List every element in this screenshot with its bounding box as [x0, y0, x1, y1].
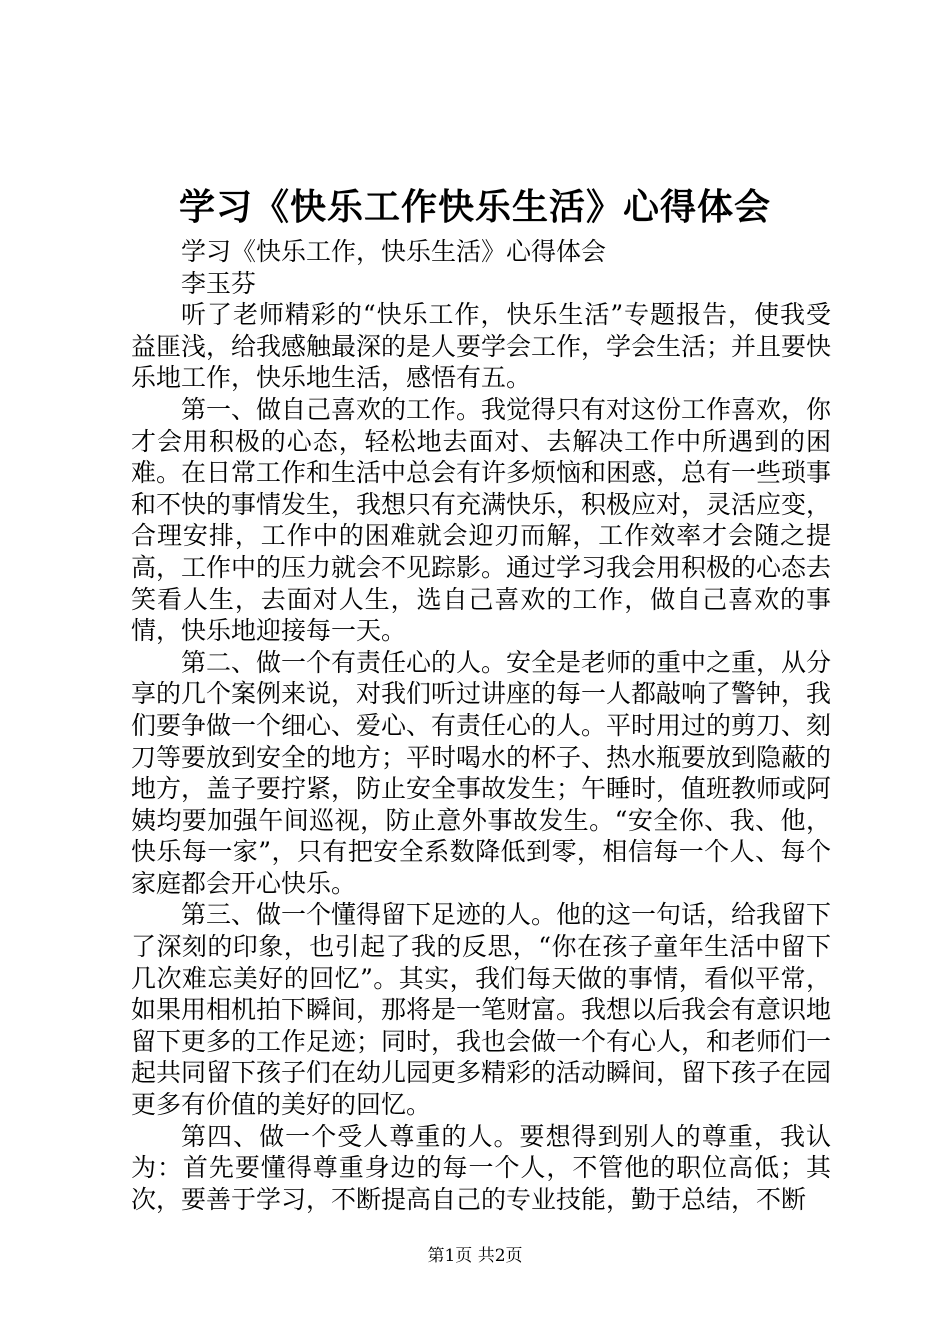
author-line: 李玉芬: [181, 268, 257, 298]
subtitle-line: 学习《快乐工作，快乐生活》心得体会: [181, 237, 607, 266]
body-paragraph-fourth: 第四、做一个受人尊重的人。要想得到别人的尊重，我认为：首先要懂得尊重身边的每一个人，不管他的职位高低；其次，要善于学习，不断提高自己的专业技能，勤于总结，不断: [131, 1121, 831, 1214]
body-paragraph-third: 第三、做一个懂得留下足迹的人。他的这一句话，给我留下了深刻的印象，也引起了我的反思，“你在孩子童年生活中留下几次难忘美好的回忆”。其实，我们每天做的事情，看似平常，如果用相机拍下瞬间，那将是一笔财富。我想以后我会有意识地留下更多的工作足迹；同时，我也会做一个有心人，和老师们一起共同留下孩子们在幼儿园更多精彩的活动瞬间，留下孩子在园更多有价值的美好的回忆。: [131, 900, 832, 1120]
page-footer: 第1页 共2页: [427, 1246, 523, 1266]
document-body: [131, 236, 831, 1215]
body-paragraph-second: 第二、做一个有责任心的人。安全是老师的重中之重，从分享的几个案例来说，对我们听过讲座的每一人都敲响了警钟，我们要争做一个细心、爱心、有责任心的人。平时用过的剪刀、刻刀等要放到安全的地方；平时喝水的杯子、热水瓶要放到隐蔽的地方，盖子要拧紧，防止安全事故发生；午睡时，值班教师或阿姨均要加强午间巡视，防止意外事故发生。“安全你、我、他，快乐每一家”，只有把安全系数降低到零，相信每一个人、每个家庭都会开心快乐。: [131, 647, 832, 898]
body-paragraph-first: 第一、做自己喜欢的工作。我觉得只有对这份工作喜欢，你才会用积极的心态，轻松地去面对、去解决工作中所遇到的困难。在日常工作和生活中总会有许多烦恼和困惑，总有一些琐事和不快的事情发生，我想只有充满快乐，积极应对，灵活应变，合理安排，工作中的困难就会迎刃而解，工作效率才会随之提高，工作中的压力就会不见踪影。通过学习我会用积极的心态去笑看人生，去面对人生，选自己喜欢的工作，做自己喜欢的事情，快乐地迎接每一天。: [131, 394, 832, 646]
intro-paragraph: 听了老师精彩的“快乐工作，快乐生活”专题报告，使我受益匪浅，给我感触最深的是人要学会工作，学会生活；并且要快乐地工作，快乐地生活，感悟有五。: [131, 300, 832, 393]
document-title: 学习《快乐工作快乐生活》心得体会: [178, 186, 771, 228]
